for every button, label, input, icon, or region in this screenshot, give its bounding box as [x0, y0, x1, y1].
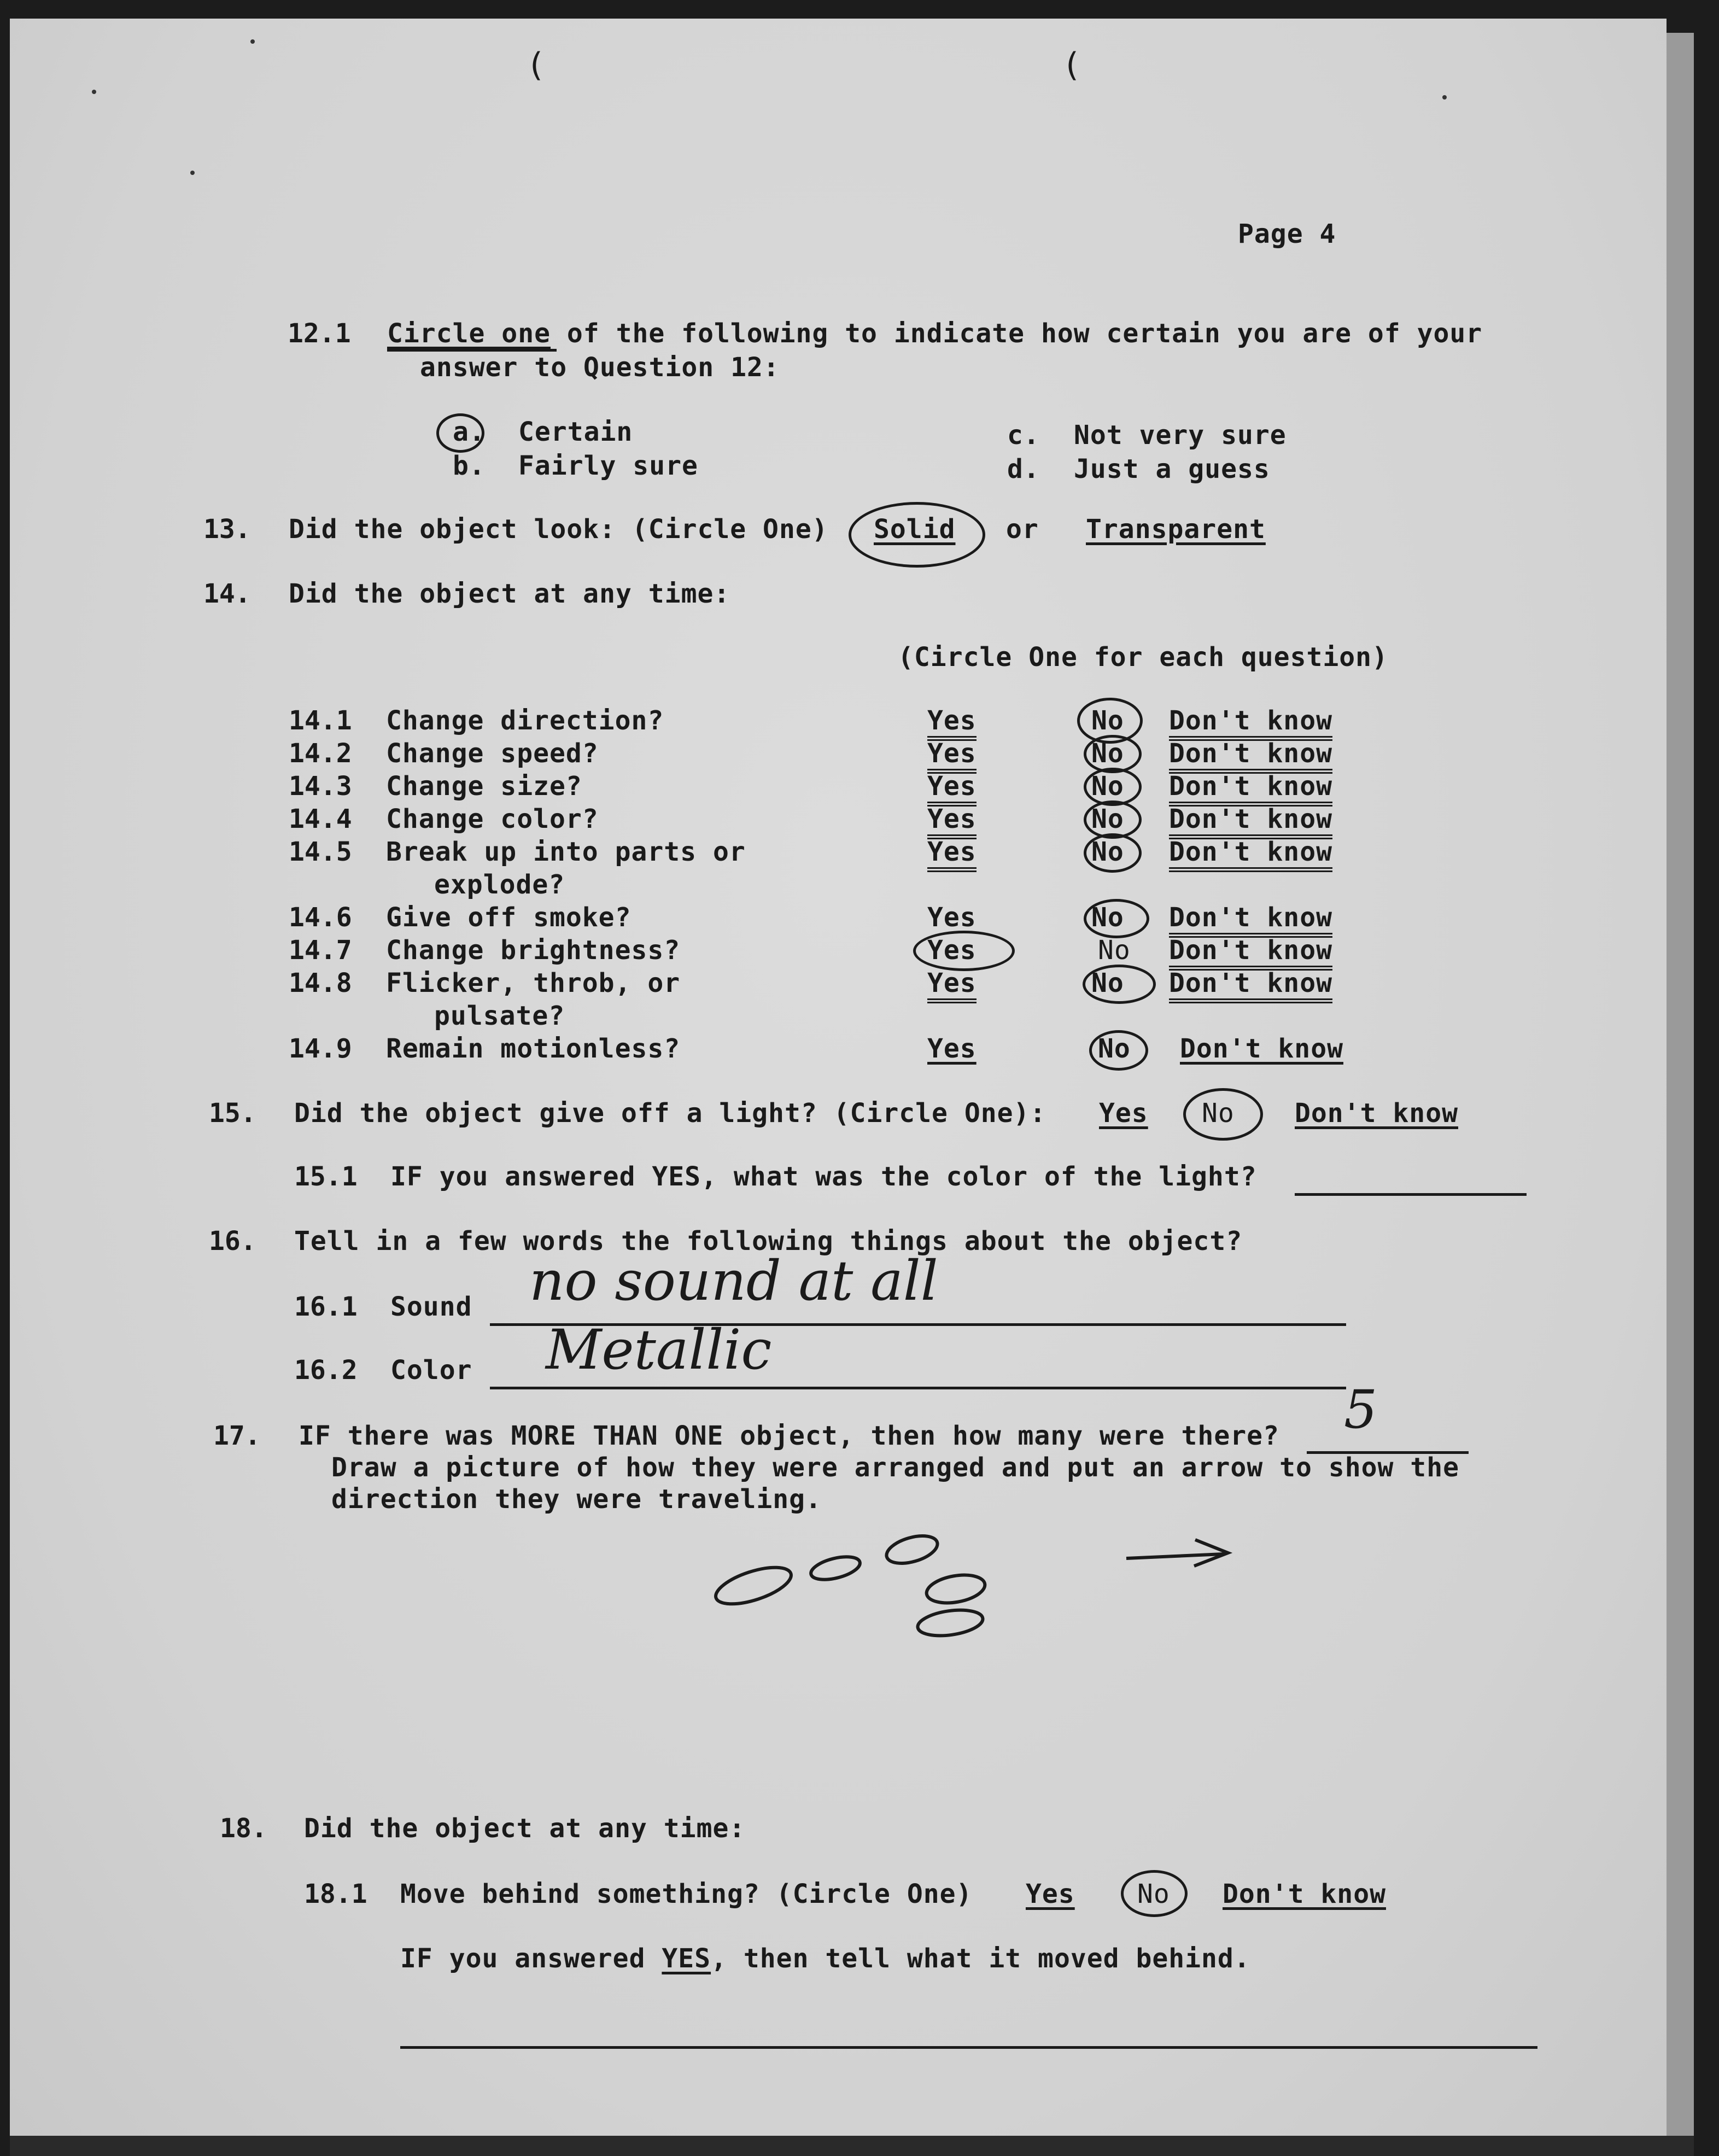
q16-1-label: Sound — [390, 1292, 472, 1322]
q14-item-label: Change color? — [386, 804, 599, 834]
q14-item-number: 14.2 — [289, 738, 352, 769]
q18-1-answer-line[interactable] — [400, 2046, 1537, 2049]
form-page — [10, 19, 1667, 2136]
q12-1-lead: Circle one — [387, 318, 551, 349]
q14-item-label-cont: pulsate? — [434, 1001, 565, 1031]
q12-1-number: 12.1 — [288, 318, 351, 349]
q12-1-opt-b-letter: b. — [453, 451, 486, 481]
q17-text: IF there was MORE THAN ONE object, then how many were there? — [299, 1421, 1279, 1451]
q18-1-yes: Yes — [1026, 1879, 1075, 1909]
q15-1-text: IF you answered YES, what was the color of the light? — [390, 1161, 1257, 1192]
q14-item-label: Give off smoke? — [386, 902, 632, 933]
q14-item-label: Flicker, throb, or — [386, 968, 681, 998]
q14-item-number: 14.3 — [289, 771, 352, 802]
q15-no: No — [1202, 1098, 1235, 1129]
q12-1-opt-d-label: Just a guess — [1074, 454, 1270, 484]
q14-item-dk: Don't know — [1169, 837, 1332, 867]
q16-2-number: 16.2 — [294, 1355, 358, 1386]
q15-yes: Yes — [1099, 1098, 1148, 1129]
q14-instruction: (Circle One for each question) — [898, 642, 1388, 673]
paren-mark-right: ( — [1062, 46, 1083, 84]
q14-item-number: 14.5 — [289, 837, 352, 867]
q13-number: 13. — [203, 514, 251, 545]
q17-handwritten-answer: 5 — [1344, 1379, 1378, 1440]
q14-item-dk: Don't know — [1169, 902, 1332, 933]
q14-item-label: Change speed? — [386, 738, 599, 769]
q12-1-opt-b-label: Fairly sure — [518, 451, 698, 481]
q17-number: 17. — [213, 1421, 261, 1451]
q14-item-no: No — [1091, 738, 1124, 769]
q14-item-label-cont: explode? — [434, 869, 565, 900]
q14-item-number: 14.7 — [289, 935, 352, 966]
q15-dk: Don't know — [1295, 1098, 1458, 1129]
drawn-object — [925, 1571, 987, 1607]
q17-text2: Draw a picture of how they were arranged and put an arrow to show the — [331, 1452, 1459, 1483]
q16-number: 16. — [209, 1226, 256, 1257]
q18-1-text: Move behind something? (Circle One) — [400, 1879, 973, 1909]
q13-opt-solid: Solid — [874, 514, 956, 545]
q18-1-no: No — [1137, 1879, 1170, 1909]
q12-1-text2: answer to Question 12: — [420, 352, 780, 383]
answer-circle — [1121, 1870, 1188, 1917]
q14-item-yes: Yes — [927, 738, 977, 769]
q12-1-opt-c-letter: c. — [1007, 420, 1040, 451]
q14-item-yes: Yes — [927, 804, 977, 834]
scan-bottom-edge — [10, 2136, 1694, 2156]
q12-1-opt-a-letter: a. — [453, 417, 486, 447]
q14-item-yes: Yes — [927, 968, 977, 998]
scan-right-edge — [1667, 33, 1694, 2138]
q14-item-dk: Don't know — [1169, 968, 1332, 998]
q14-item-no: No — [1091, 771, 1124, 802]
q14-item-dk: Don't know — [1169, 771, 1332, 802]
q14-item-no: No — [1091, 705, 1124, 736]
q16-text: Tell in a few words the following things about the object? — [294, 1226, 1243, 1257]
q14-item-number: 14.1 — [289, 705, 352, 736]
q14-item-no: No — [1091, 902, 1124, 933]
q16-1-handwritten-answer: no sound at all — [529, 1249, 938, 1313]
q16-2-label: Color — [390, 1355, 472, 1386]
drawn-object — [809, 1552, 862, 1584]
paren-mark-left: ( — [526, 46, 547, 84]
q12-1-text-a: of the following to indicate how certain you are of your — [550, 318, 1483, 349]
q14-item-label: Break up into parts or — [386, 837, 746, 867]
q14-item-yes: Yes — [927, 935, 977, 966]
q14-item-label: Remain motionless? — [386, 1033, 681, 1064]
q14-item-yes: Yes — [927, 902, 977, 933]
q13-opt-transparent: Transparent — [1086, 514, 1266, 545]
q14-item-yes: Yes — [927, 837, 977, 867]
q14-item-number: 14.6 — [289, 902, 352, 933]
q14-item-yes: Yes — [927, 1033, 977, 1064]
q14-item-no: No — [1091, 968, 1124, 998]
q16-1-number: 16.1 — [294, 1292, 358, 1322]
q14-item-dk: Don't know — [1169, 705, 1332, 736]
q14-item-no: No — [1098, 1033, 1131, 1064]
q12-1-opt-d-letter: d. — [1007, 454, 1040, 484]
q17-text3: direction they were traveling. — [331, 1484, 822, 1515]
direction-arrow — [1126, 1554, 1224, 1558]
q13-or: or — [1006, 514, 1039, 545]
q14-item-no: No — [1091, 804, 1124, 834]
drawn-object — [916, 1606, 985, 1639]
q15-number: 15. — [209, 1098, 256, 1129]
q14-item-number: 14.8 — [289, 968, 352, 998]
q14-item-dk: Don't know — [1169, 804, 1332, 834]
q14-item-dk: Don't know — [1169, 738, 1332, 769]
page-number: Page 4 — [1238, 219, 1336, 249]
q14-item-label: Change direction? — [386, 705, 664, 736]
q14-text: Did the object at any time: — [289, 579, 730, 609]
q15-1-number: 15.1 — [294, 1161, 358, 1192]
q18-1-number: 18.1 — [304, 1879, 367, 1909]
q14-item-no: No — [1098, 935, 1131, 966]
q12-1-opt-a-label: Certain — [518, 417, 633, 447]
drawn-object — [884, 1531, 940, 1569]
q14-item-label: Change size? — [386, 771, 582, 802]
q14-item-number: 14.4 — [289, 804, 352, 834]
q13-text: Did the object look: (Circle One) — [289, 514, 828, 545]
q14-item-label: Change brightness? — [386, 935, 681, 966]
q16-2-handwritten-answer: Metallic — [546, 1318, 772, 1382]
q12-1-opt-c-label: Not very sure — [1074, 420, 1287, 451]
q14-number: 14. — [203, 579, 251, 609]
q18-1-followup: IF you answered YES, then tell what it moved behind. — [400, 1943, 1250, 1974]
q14-item-number: 14.9 — [289, 1033, 352, 1064]
q14-item-yes: Yes — [927, 705, 977, 736]
q14-item-yes: Yes — [927, 771, 977, 802]
q15-text: Did the object give off a light? (Circle One): — [294, 1098, 1046, 1129]
q18-text: Did the object at any time: — [304, 1813, 746, 1844]
q18-1-dk: Don't know — [1223, 1879, 1386, 1909]
q14-item-dk: Don't know — [1169, 935, 1332, 966]
drawn-object — [711, 1560, 795, 1611]
q14-item-no: No — [1091, 837, 1124, 867]
q18-number: 18. — [220, 1813, 267, 1844]
q14-item-dk: Don't know — [1180, 1033, 1343, 1064]
